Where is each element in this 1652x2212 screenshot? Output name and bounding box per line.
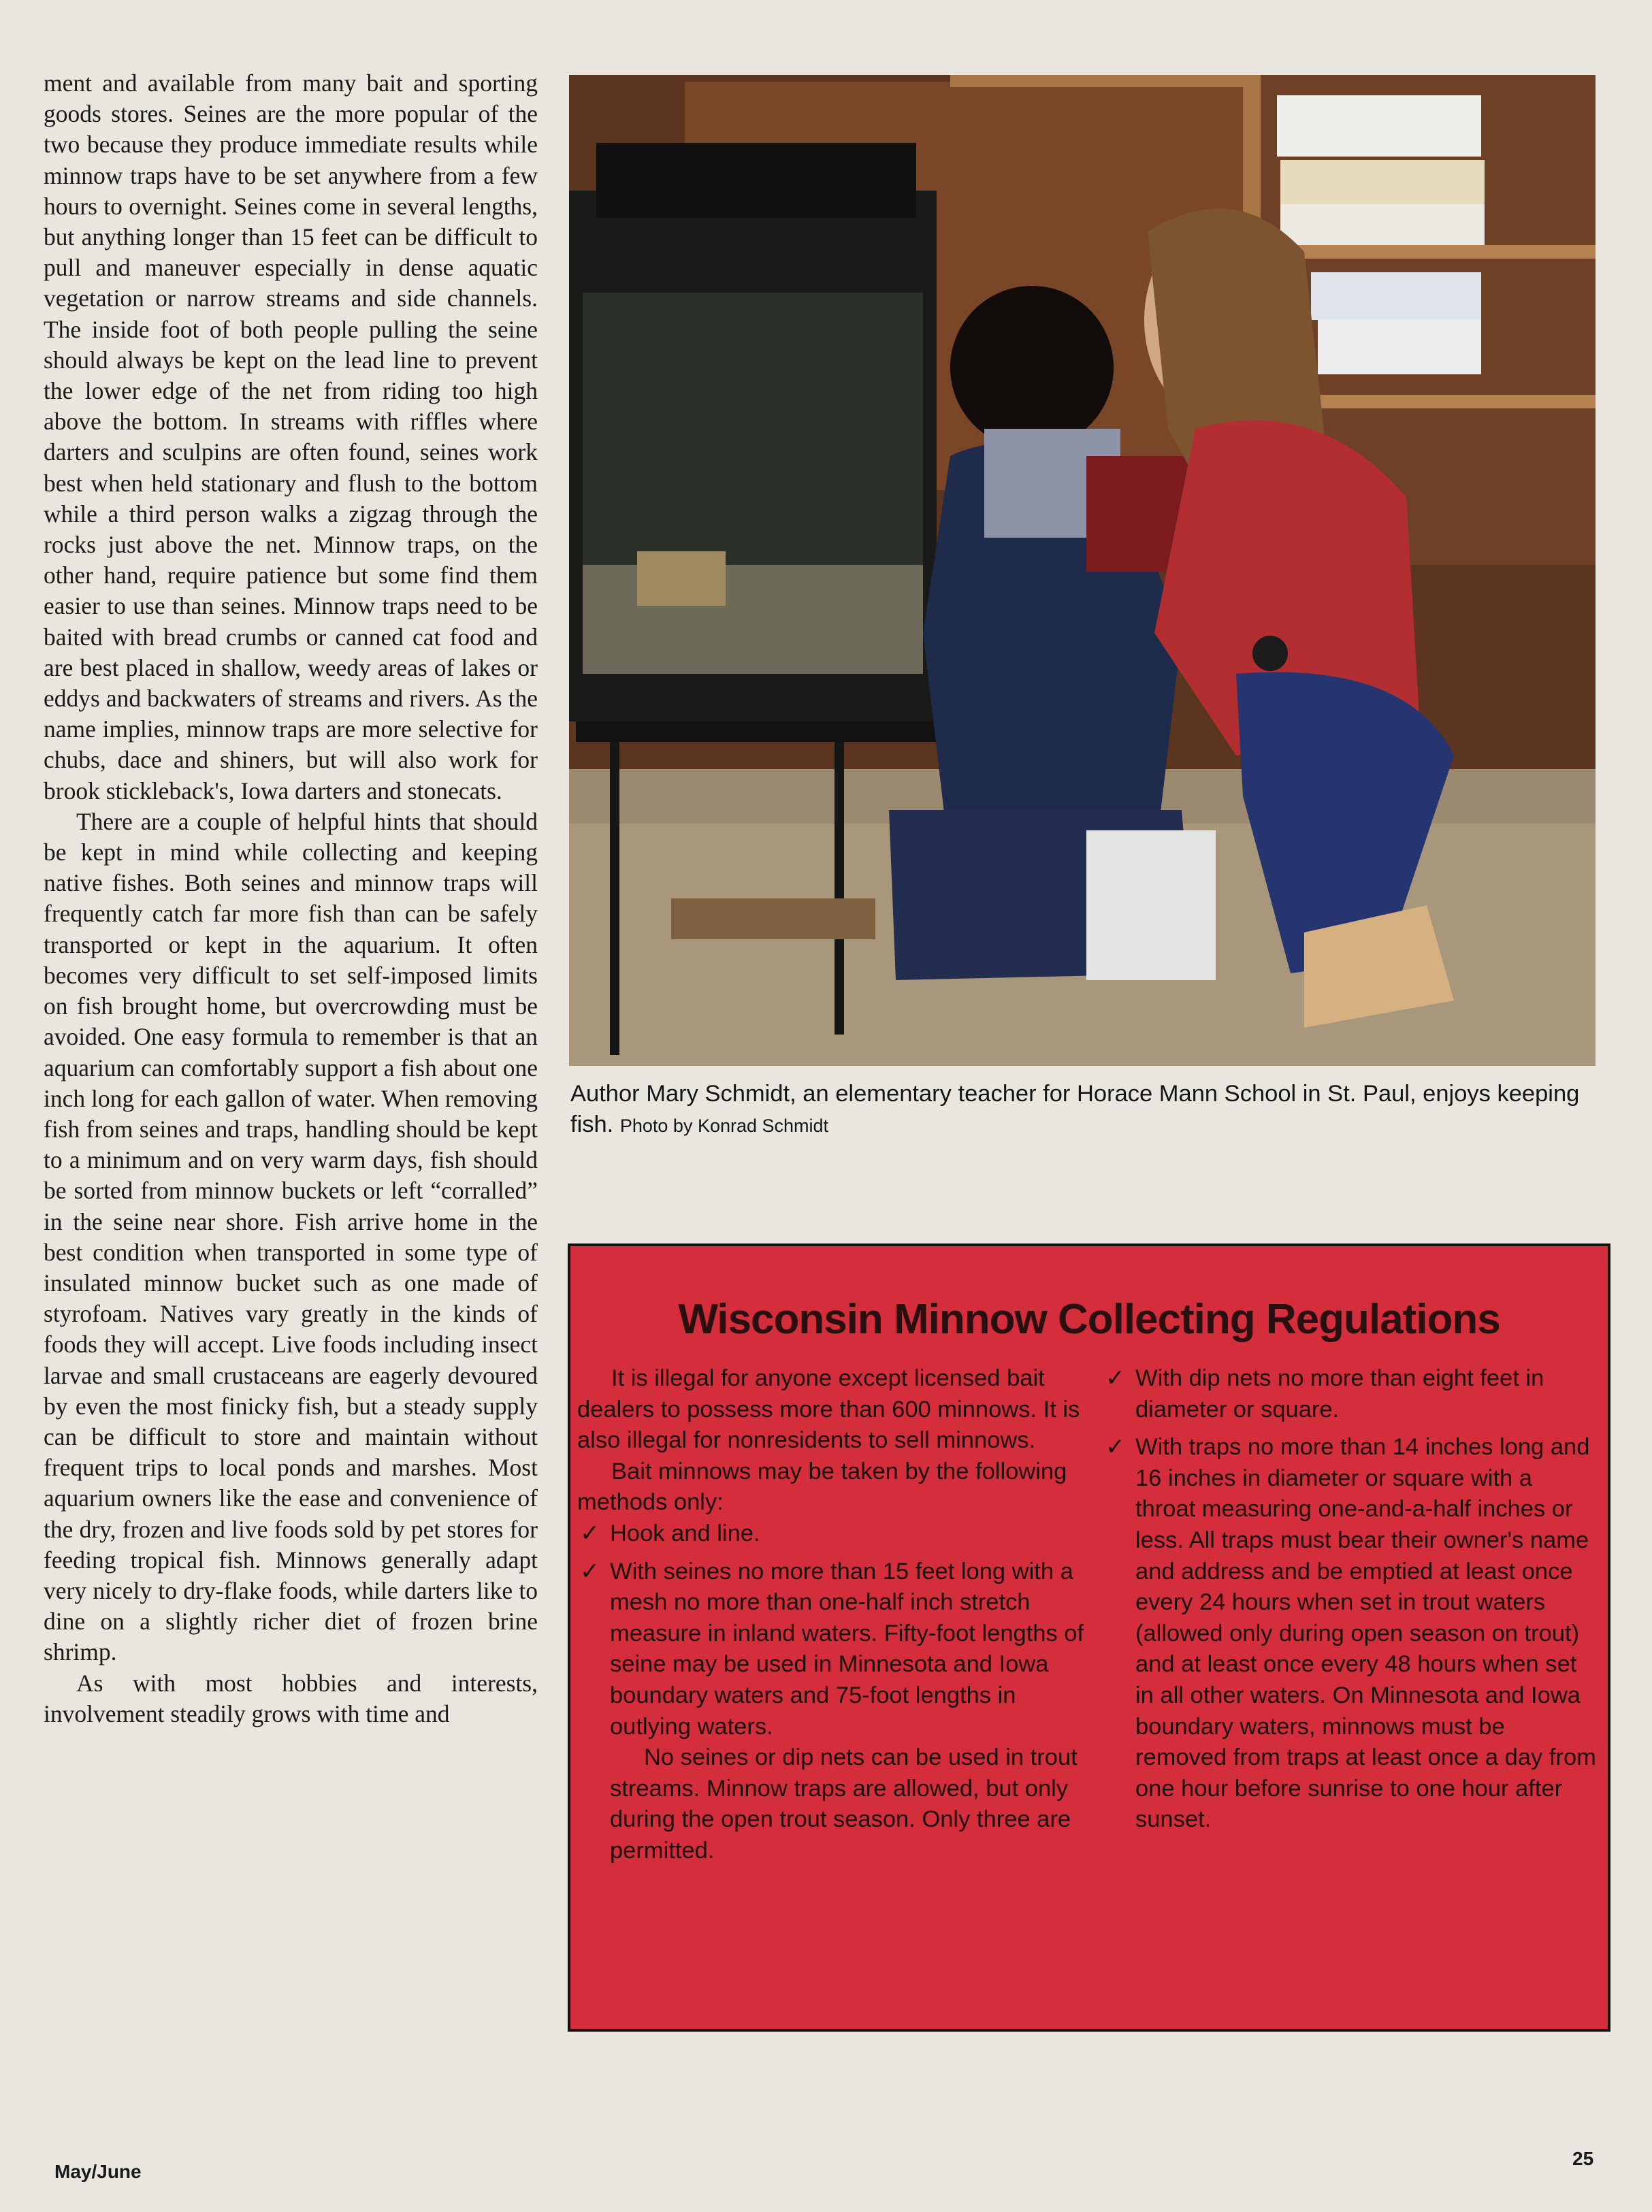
regulations-item-text: No seines or dip nets can be used in trout streams. Minnow traps are allowed, but only during the open trout season. Only three are permitted. <box>610 1744 1078 1864</box>
regulations-item <box>577 1557 1099 1867</box>
article-column <box>44 68 538 1729</box>
caption-text: Author Mary Schmidt, an elementary teacher for Horace Mann School in St. Paul, enjoys keeping fish. <box>570 1081 1580 1137</box>
regulations-item-text: With seines no more than 15 feet long with a mesh no more than one-half inch stretch measure in inland waters. Fifty-foot lengths of seine may be used in Minnesota and Iowa boundary waters and 75-foot lengths in outlying waters. <box>610 1558 1084 1740</box>
regulations-column-right <box>1103 1363 1597 1836</box>
photo-teacher-with-aquarium <box>569 75 1596 1066</box>
article-paragraph: ment and available from many bait and sporting goods stores. Seines are the more popular of the two because they produce immediate results while minnow traps have to be set anywhere from a few hours to overnight. Seines come in several lengths, but anything longer than 15 feet can be difficult to pull and maneuver especially in dense aquatic vegetation or narrow streams and side channels. The inside foot of both people pulling the seine should always be kept on the lead line to prevent the lower edge of the net from riding too high above the bottom. In streams with riffles where darters and sculpins are often found, seines work best when held stationary and flush to the bottom while a third person walks a zigzag through the rocks just above the net. Minnow traps, on the other hand, require patience but some find them easier to use than seines. Minnow traps need to be baited with bread crumbs or canned cat food and are best placed in shallow, weedy areas of lakes or eddys and backwaters of streams and rivers. As the name implies, minnow traps are more selective for chubs, dace and shiners, but will also work for brook stickleback's, Iowa darters and stonecats. <box>44 69 538 804</box>
regulations-title: Wisconsin Minnow Collecting Regulations <box>678 1296 1500 1343</box>
regulations-methods-intro: Bait minnows may be taken by the following methods only: <box>577 1458 1067 1516</box>
issue-label: May/June <box>54 2161 142 2182</box>
regulations-item <box>577 1518 1099 1550</box>
check-icon: ✓ <box>580 1558 600 1584</box>
regulations-item <box>1103 1363 1597 1425</box>
photo-credit: Photo by Konrad Schmidt <box>619 1116 829 1136</box>
regulations-box <box>568 1243 1610 2032</box>
regulations-item-text: Hook and line. <box>610 1520 760 1546</box>
page-number: 25 <box>1572 2148 1594 2169</box>
article-paragraph: There are a couple of helpful hints that should be kept in mind while collecting and keeping native fishes. Both seines and minnow traps will frequently catch far more fish than can be safely transported or kept in the aquarium. It often becomes very difficult to set self-imposed limits on fish brought home, but overcrowding must be avoided. One easy formula to remember is that an aquarium can comfortably support a fish about one inch long for each gallon of water. When removing fish from seines and traps, handling should be kept to a minimum and on very warm days, fish should be sorted from minnow buckets or left “corralled” in the seine near shore. Fish arrive home in the best condition when transported in some type of insulated minnow bucket such as one made of styrofoam. Natives vary greatly in the kinds of foods they will accept. Live foods including insect larvae and small crustaceans are eagerly devoured by even the most finicky fish, but a steady supply can be difficult to store and maintain without frequent trips to local ponds and marshes. Most aquarium owners like the ease and convenience of the dry, frozen and live foods sold by pet stores for feeding tropical fish. Minnows generally adapt very nicely to dry-flake foods, while darters like to dine on a slightly richer diet of frozen brine shrimp. <box>44 807 538 1666</box>
regulations-intro: It is illegal for anyone except licensed bait dealers to possess more than 600 minnows. It is also illegal for nonresidents to sell minnows. <box>577 1365 1080 1454</box>
check-icon: ✓ <box>580 1520 600 1546</box>
check-icon: ✓ <box>1105 1365 1125 1391</box>
check-icon: ✓ <box>1105 1434 1125 1461</box>
regulations-item-text: With traps no more than 14 inches long and 16 inches in diameter or square with a throat measuring one-and-a-half inches or less. All traps must bear their owner's name and address and be emptied at least once every 24 hours when set in trout waters (allowed only during open season on trout) and at least once every 48 hours when set in all other waters. On Minnesota and Iowa boundary waters, minnows must be removed from traps at least once a day from one hour before sunrise to one hour after sunset. <box>1135 1434 1596 1833</box>
regulations-item-text: With dip nets no more than eight feet in diameter or square. <box>1135 1365 1544 1422</box>
regulations-item <box>1103 1432 1597 1836</box>
article-paragraph: As with most hobbies and interests, involvement steadily grows with time and <box>44 1669 538 1727</box>
regulations-column-left <box>577 1363 1099 1867</box>
photo-caption <box>570 1079 1591 1141</box>
photo-illustration <box>569 75 1596 1066</box>
